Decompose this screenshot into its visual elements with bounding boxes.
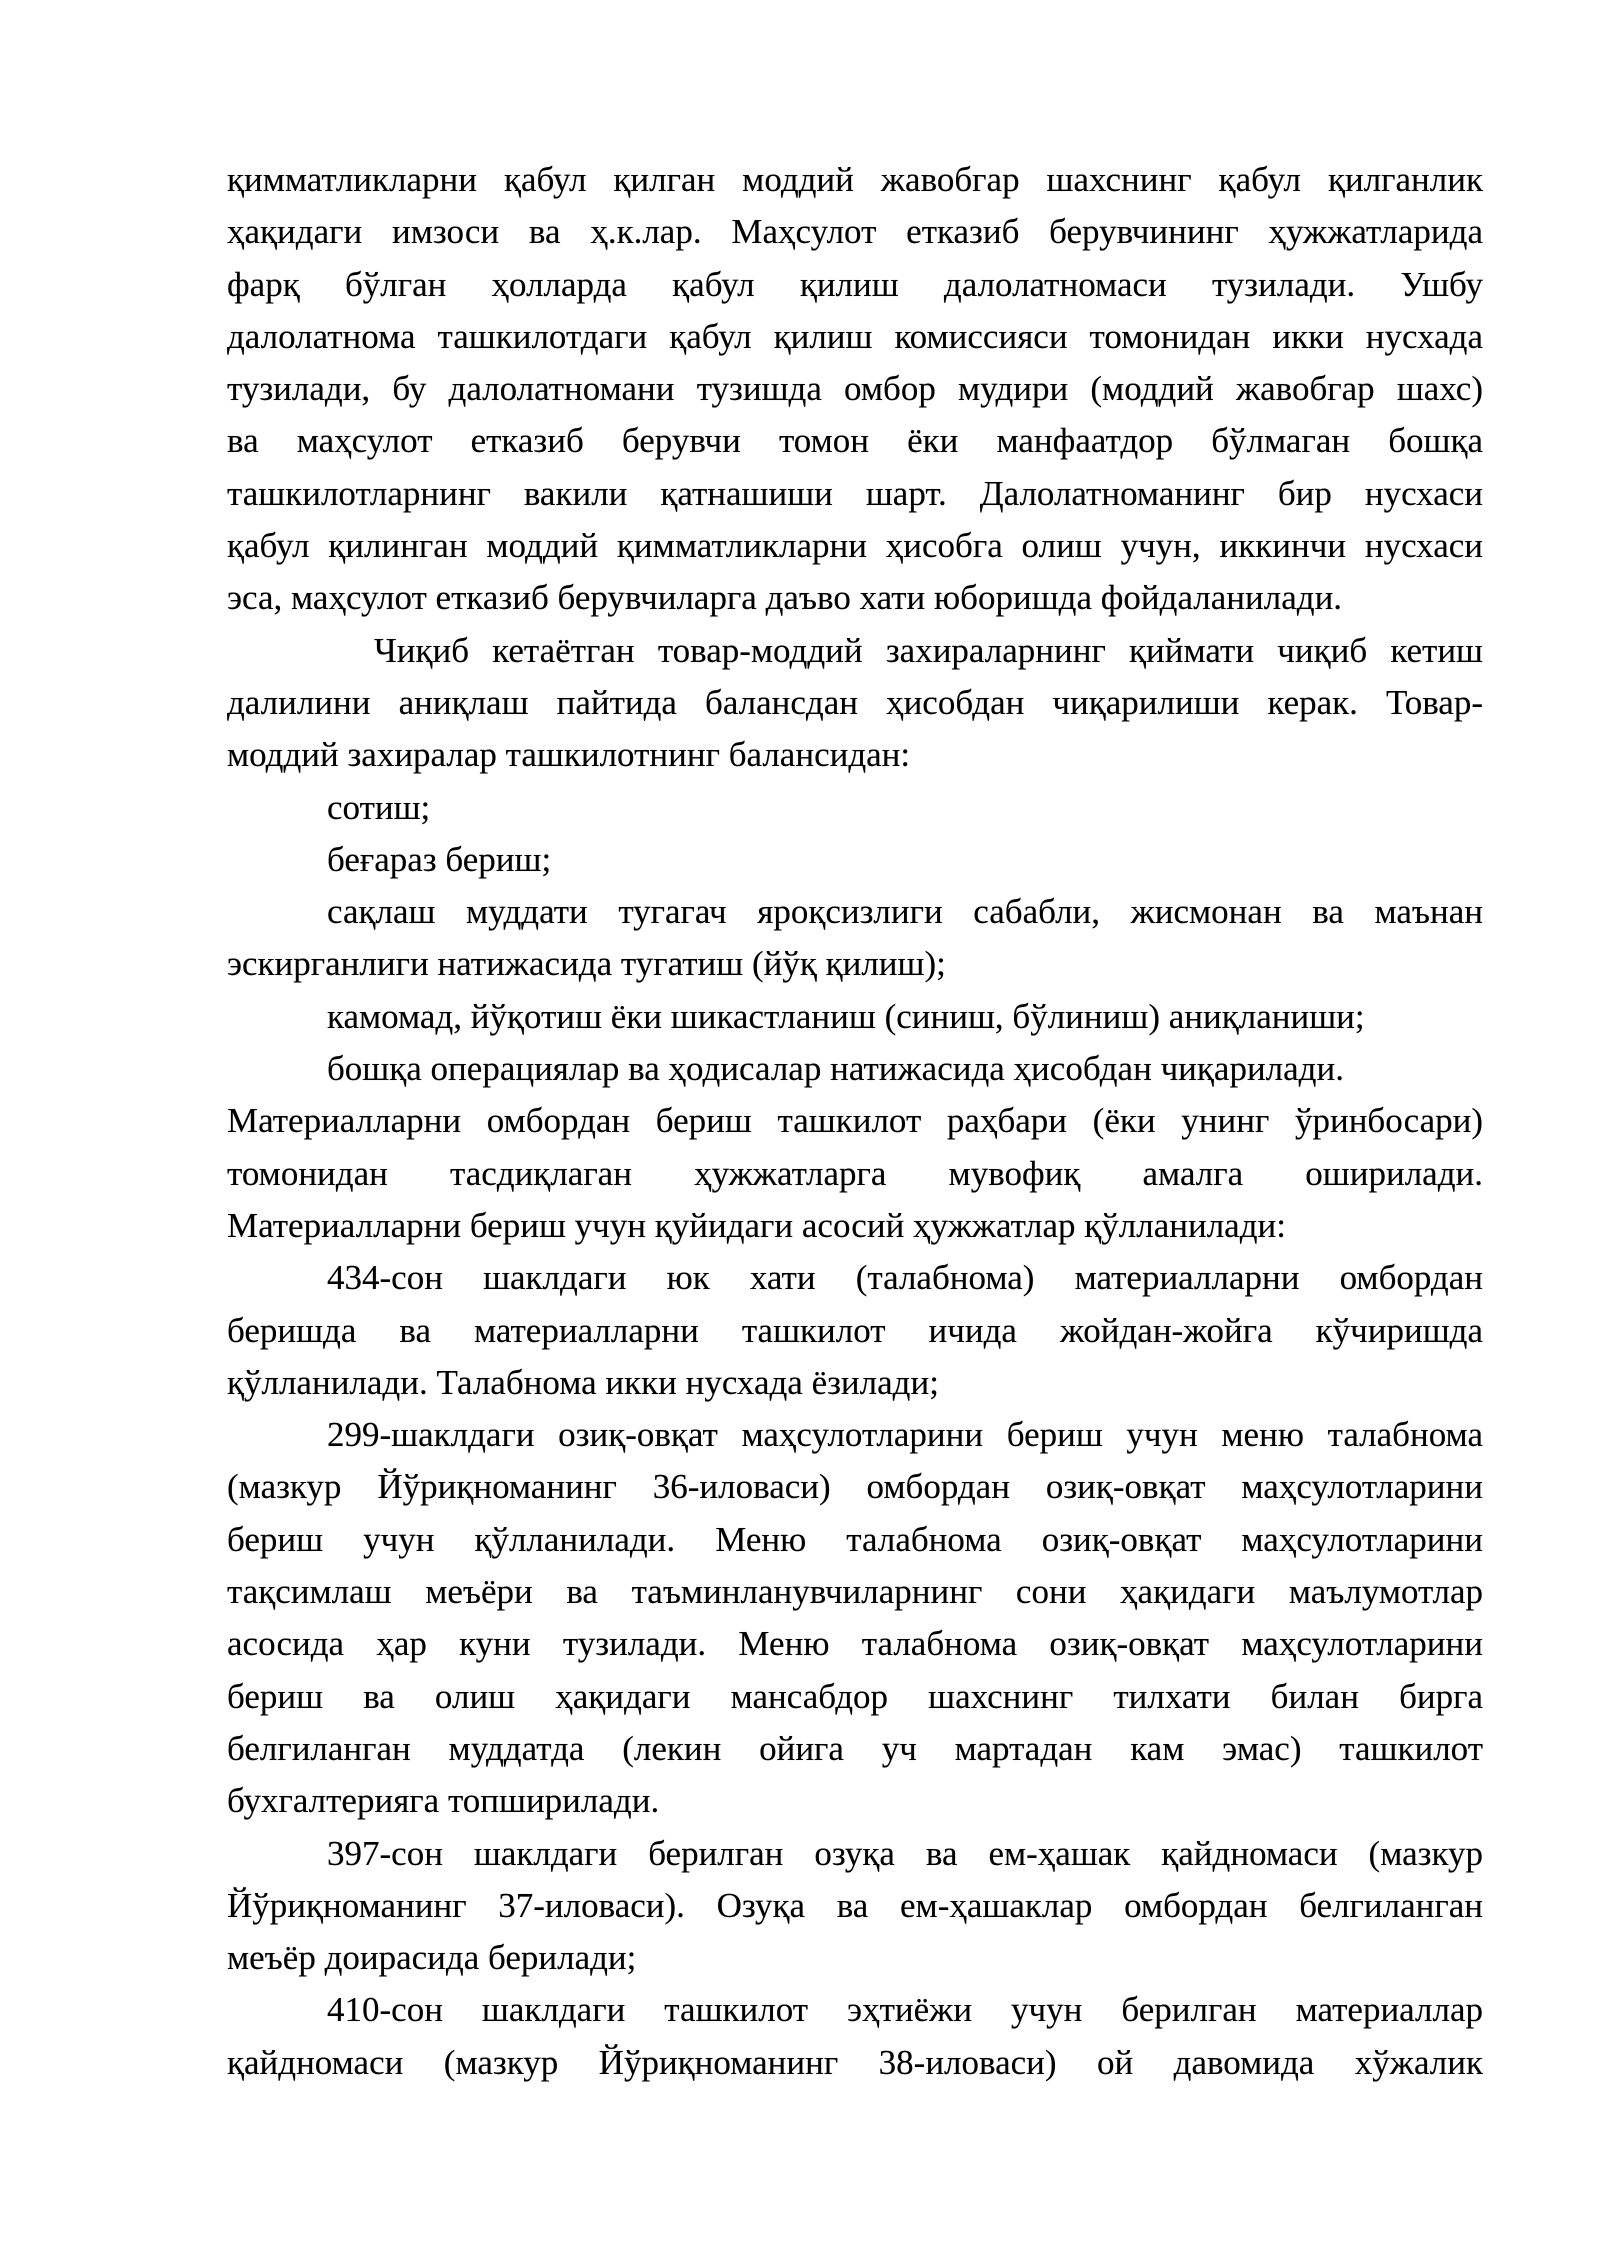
text-line: томонидан тасдиқлаган ҳужжатларга мувофиқ амалга оширилади. bbox=[227, 1153, 1483, 1193]
text-line: бошқа операциялар ва ҳодисалар натижасида ҳисобдан чиқарилади. bbox=[327, 1049, 1344, 1089]
text-line: ва маҳсулот етказиб берувчи томон ёки манфаатдор бўлмаган бошқа bbox=[227, 421, 1483, 461]
text-line: тақсимлаш меъёри ва таъминланувчиларнинг сони ҳақидаги маълумотлар bbox=[227, 1572, 1483, 1612]
text-line: Материалларни бериш учун қуйидаги асосий ҳужжатлар қўлланилади: bbox=[227, 1205, 1286, 1245]
text-line: 410-сон шаклдаги ташкилот эҳтиёжи учун берилган материаллар bbox=[327, 1990, 1483, 2030]
text-line: қўлланилади. Талабнома икки нусхада ёзилади; bbox=[227, 1362, 939, 1402]
text-line: камомад, йўқотиш ёки шикастланиш (синиш, бўлиниш) аниқланиши; bbox=[327, 996, 1365, 1036]
text-line: қабул қилинган моддий қимматликларни ҳисобга олиш учун, иккинчи нусхаси bbox=[227, 526, 1483, 566]
text-line: сақлаш муддати тугагач яроқсизлиги сабабли, жисмонан ва маънан bbox=[327, 892, 1483, 932]
text-line: белгиланган муддатда (лекин ойига уч мартадан кам эмас) ташкилот bbox=[227, 1728, 1483, 1768]
text-line: Материалларни омбордан бериш ташкилот раҳбари (ёки унинг ўринбосари) bbox=[227, 1101, 1483, 1141]
text-line: 434-сон шаклдаги юк хати (талабнома) материалларни омбордан bbox=[327, 1258, 1483, 1298]
text-line: Йўриқноманинг 37-иловаси). Озуқа ва ем-ҳашаклар омбордан белгиланган bbox=[227, 1885, 1483, 1925]
text-line: далолатнома ташкилотдаги қабул қилиш комиссияси томонидан икки нусхада bbox=[227, 316, 1483, 356]
text-line: (мазкур Йўриқноманинг 36-иловаси) омбордан озиқ-овқат маҳсулотларини bbox=[227, 1467, 1483, 1507]
text-line: бериш ва олиш ҳақидаги мансабдор шахснинг тилхати билан бирга bbox=[227, 1676, 1483, 1716]
text-line: асосида ҳар куни тузилади. Меню талабнома озиқ-овқат маҳсулотларини bbox=[227, 1624, 1483, 1664]
text-line: ҳақидаги имзоси ва ҳ.к.лар. Маҳсулот етказиб берувчининг ҳужжатларида bbox=[227, 212, 1483, 252]
text-line: меъёр доирасида берилади; bbox=[227, 1938, 637, 1978]
text-line: қимматликларни қабул қилган моддий жавобгар шахснинг қабул қилганлик bbox=[227, 160, 1483, 199]
text-line: Чиқиб кетаётган товар-моддий захираларнинг қиймати чиқиб кетиш bbox=[374, 630, 1483, 670]
document-text-block bbox=[227, 154, 1483, 2089]
text-line: бухгалтерияга топширилади. bbox=[227, 1781, 660, 1821]
text-line: моддий захиралар ташкилотнинг балансидан: bbox=[227, 735, 911, 775]
text-line: беришда ва материалларни ташкилот ичида жойдан-жойга кўчиришда bbox=[227, 1310, 1483, 1350]
text-line: 299-шаклдаги озиқ-овқат маҳсулотларини бериш учун меню талабнома bbox=[327, 1415, 1483, 1455]
text-line: эскирганлиги натижасида тугатиш (йўқ қилиш); bbox=[227, 944, 946, 984]
text-line: бериш учун қўлланилади. Меню талабнома озиқ-овқат маҳсулотларини bbox=[227, 1519, 1483, 1559]
text-line: 397-сон шаклдаги берилган озуқа ва ем-ҳашак қайдномаси (мазкур bbox=[327, 1833, 1483, 1873]
text-line: эса, маҳсулот етказиб берувчиларга даъво хати юборишда фойдаланилади. bbox=[227, 578, 1343, 618]
text-line: беғараз бериш; bbox=[327, 839, 552, 879]
text-line: ташкилотларнинг вакили қатнашиши шарт. Далолатноманинг бир нусхаси bbox=[227, 473, 1483, 513]
text-line: далилини аниқлаш пайтида балансдан ҳисобдан чиқарилиши керак. Товар- bbox=[227, 682, 1483, 722]
text-line: тузилади, бу далолатномани тузишда омбор мудири (моддий жавобгар шахс) bbox=[227, 369, 1483, 409]
text-line: сотиш; bbox=[327, 787, 431, 827]
text-line: фарқ бўлган ҳолларда қабул қилиш далолатномаси тузилади. Ушбу bbox=[227, 264, 1483, 304]
text-line: қайдномаси (мазкур Йўриқноманинг 38-иловаси) ой давомида хўжалик bbox=[227, 2042, 1483, 2082]
